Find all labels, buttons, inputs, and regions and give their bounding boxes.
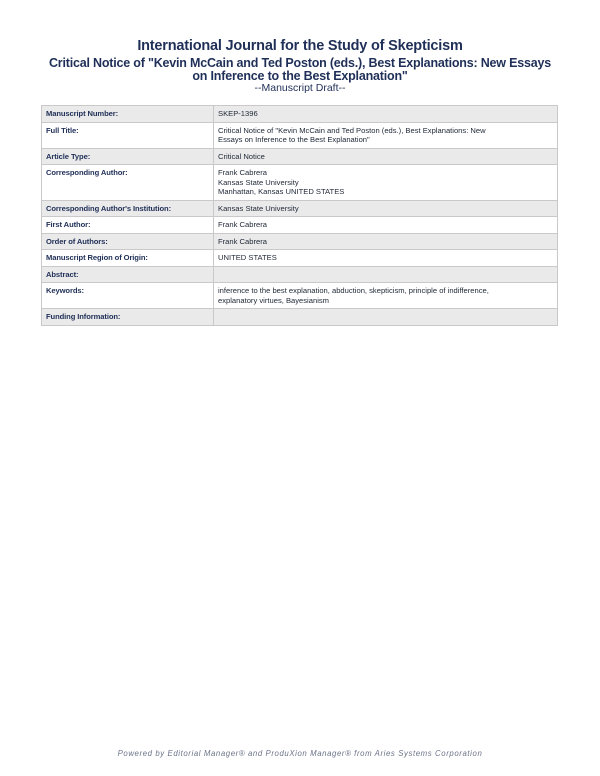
- field-label: Keywords:: [42, 283, 214, 309]
- field-value: [214, 266, 558, 283]
- field-value-line: Manhattan, Kansas UNITED STATES: [218, 187, 345, 196]
- manuscript-metadata-table: [41, 105, 558, 326]
- journal-title: International Journal for the Study of Skepticism: [137, 38, 463, 54]
- table-row: [42, 106, 558, 123]
- field-value: [214, 106, 558, 123]
- field-label: Article Type:: [42, 148, 214, 165]
- field-value: [214, 148, 558, 165]
- field-value: [214, 217, 558, 234]
- field-label: Order of Authors:: [42, 233, 214, 250]
- field-value-line: Critical Notice: [218, 151, 265, 161]
- field-value-line: SKEP-1396: [218, 109, 258, 118]
- field-label: Funding Information:: [42, 309, 214, 326]
- field-value: [214, 200, 558, 217]
- table-row: [42, 217, 558, 234]
- field-value: [214, 233, 558, 250]
- article-title: Critical Notice of "Kevin McCain and Ted Poston (eds.), Best Explanations: New Essays on Inference to the Best Explanation": [48, 56, 551, 83]
- field-value-line: Frank Cabrera: [218, 220, 267, 229]
- field-label: Abstract:: [42, 266, 214, 283]
- table-row: [42, 309, 558, 326]
- draft-label: --Manuscript Draft--: [254, 82, 346, 94]
- field-label: Corresponding Author:: [42, 165, 214, 201]
- field-value-line: Kansas State University: [218, 203, 299, 213]
- table-row: [42, 200, 558, 217]
- table-row: [42, 283, 558, 309]
- field-value-line: Essays on Inference to the Best Explanation": [218, 135, 370, 144]
- field-label: First Author:: [42, 217, 214, 234]
- field-value-line: inference to the best explanation, abduction, skepticism, principle of indifference,: [218, 286, 489, 295]
- table-row: [42, 266, 558, 283]
- document-header: [0, 38, 600, 94]
- field-value-line: Kansas State University: [218, 177, 299, 187]
- field-value: [214, 283, 558, 309]
- footer-credit: Powered by Editorial Manager® and ProduXion Manager® from Aries Systems Corporation: [117, 749, 483, 758]
- field-label: Corresponding Author's Institution:: [42, 200, 214, 217]
- table-row: [42, 250, 558, 267]
- field-value-line: explanatory virtues, Bayesianism: [218, 295, 330, 305]
- field-label: Full Title:: [42, 122, 214, 148]
- field-value-line: Critical Notice of "Kevin McCain and Ted Poston (eds.), Best Explanations: New: [218, 125, 486, 135]
- table-row: [42, 122, 558, 148]
- field-label: Manuscript Number:: [42, 106, 214, 123]
- field-label: Manuscript Region of Origin:: [42, 250, 214, 267]
- table-row: [42, 165, 558, 201]
- field-value: [214, 250, 558, 267]
- field-value-line: Frank Cabrera: [218, 236, 267, 246]
- field-value: [214, 309, 558, 326]
- field-value: [214, 122, 558, 148]
- table-row: [42, 233, 558, 250]
- field-value: [214, 165, 558, 201]
- table-row: [42, 148, 558, 165]
- field-value-line: UNITED STATES: [218, 253, 277, 262]
- field-value-line: Frank Cabrera: [218, 168, 267, 177]
